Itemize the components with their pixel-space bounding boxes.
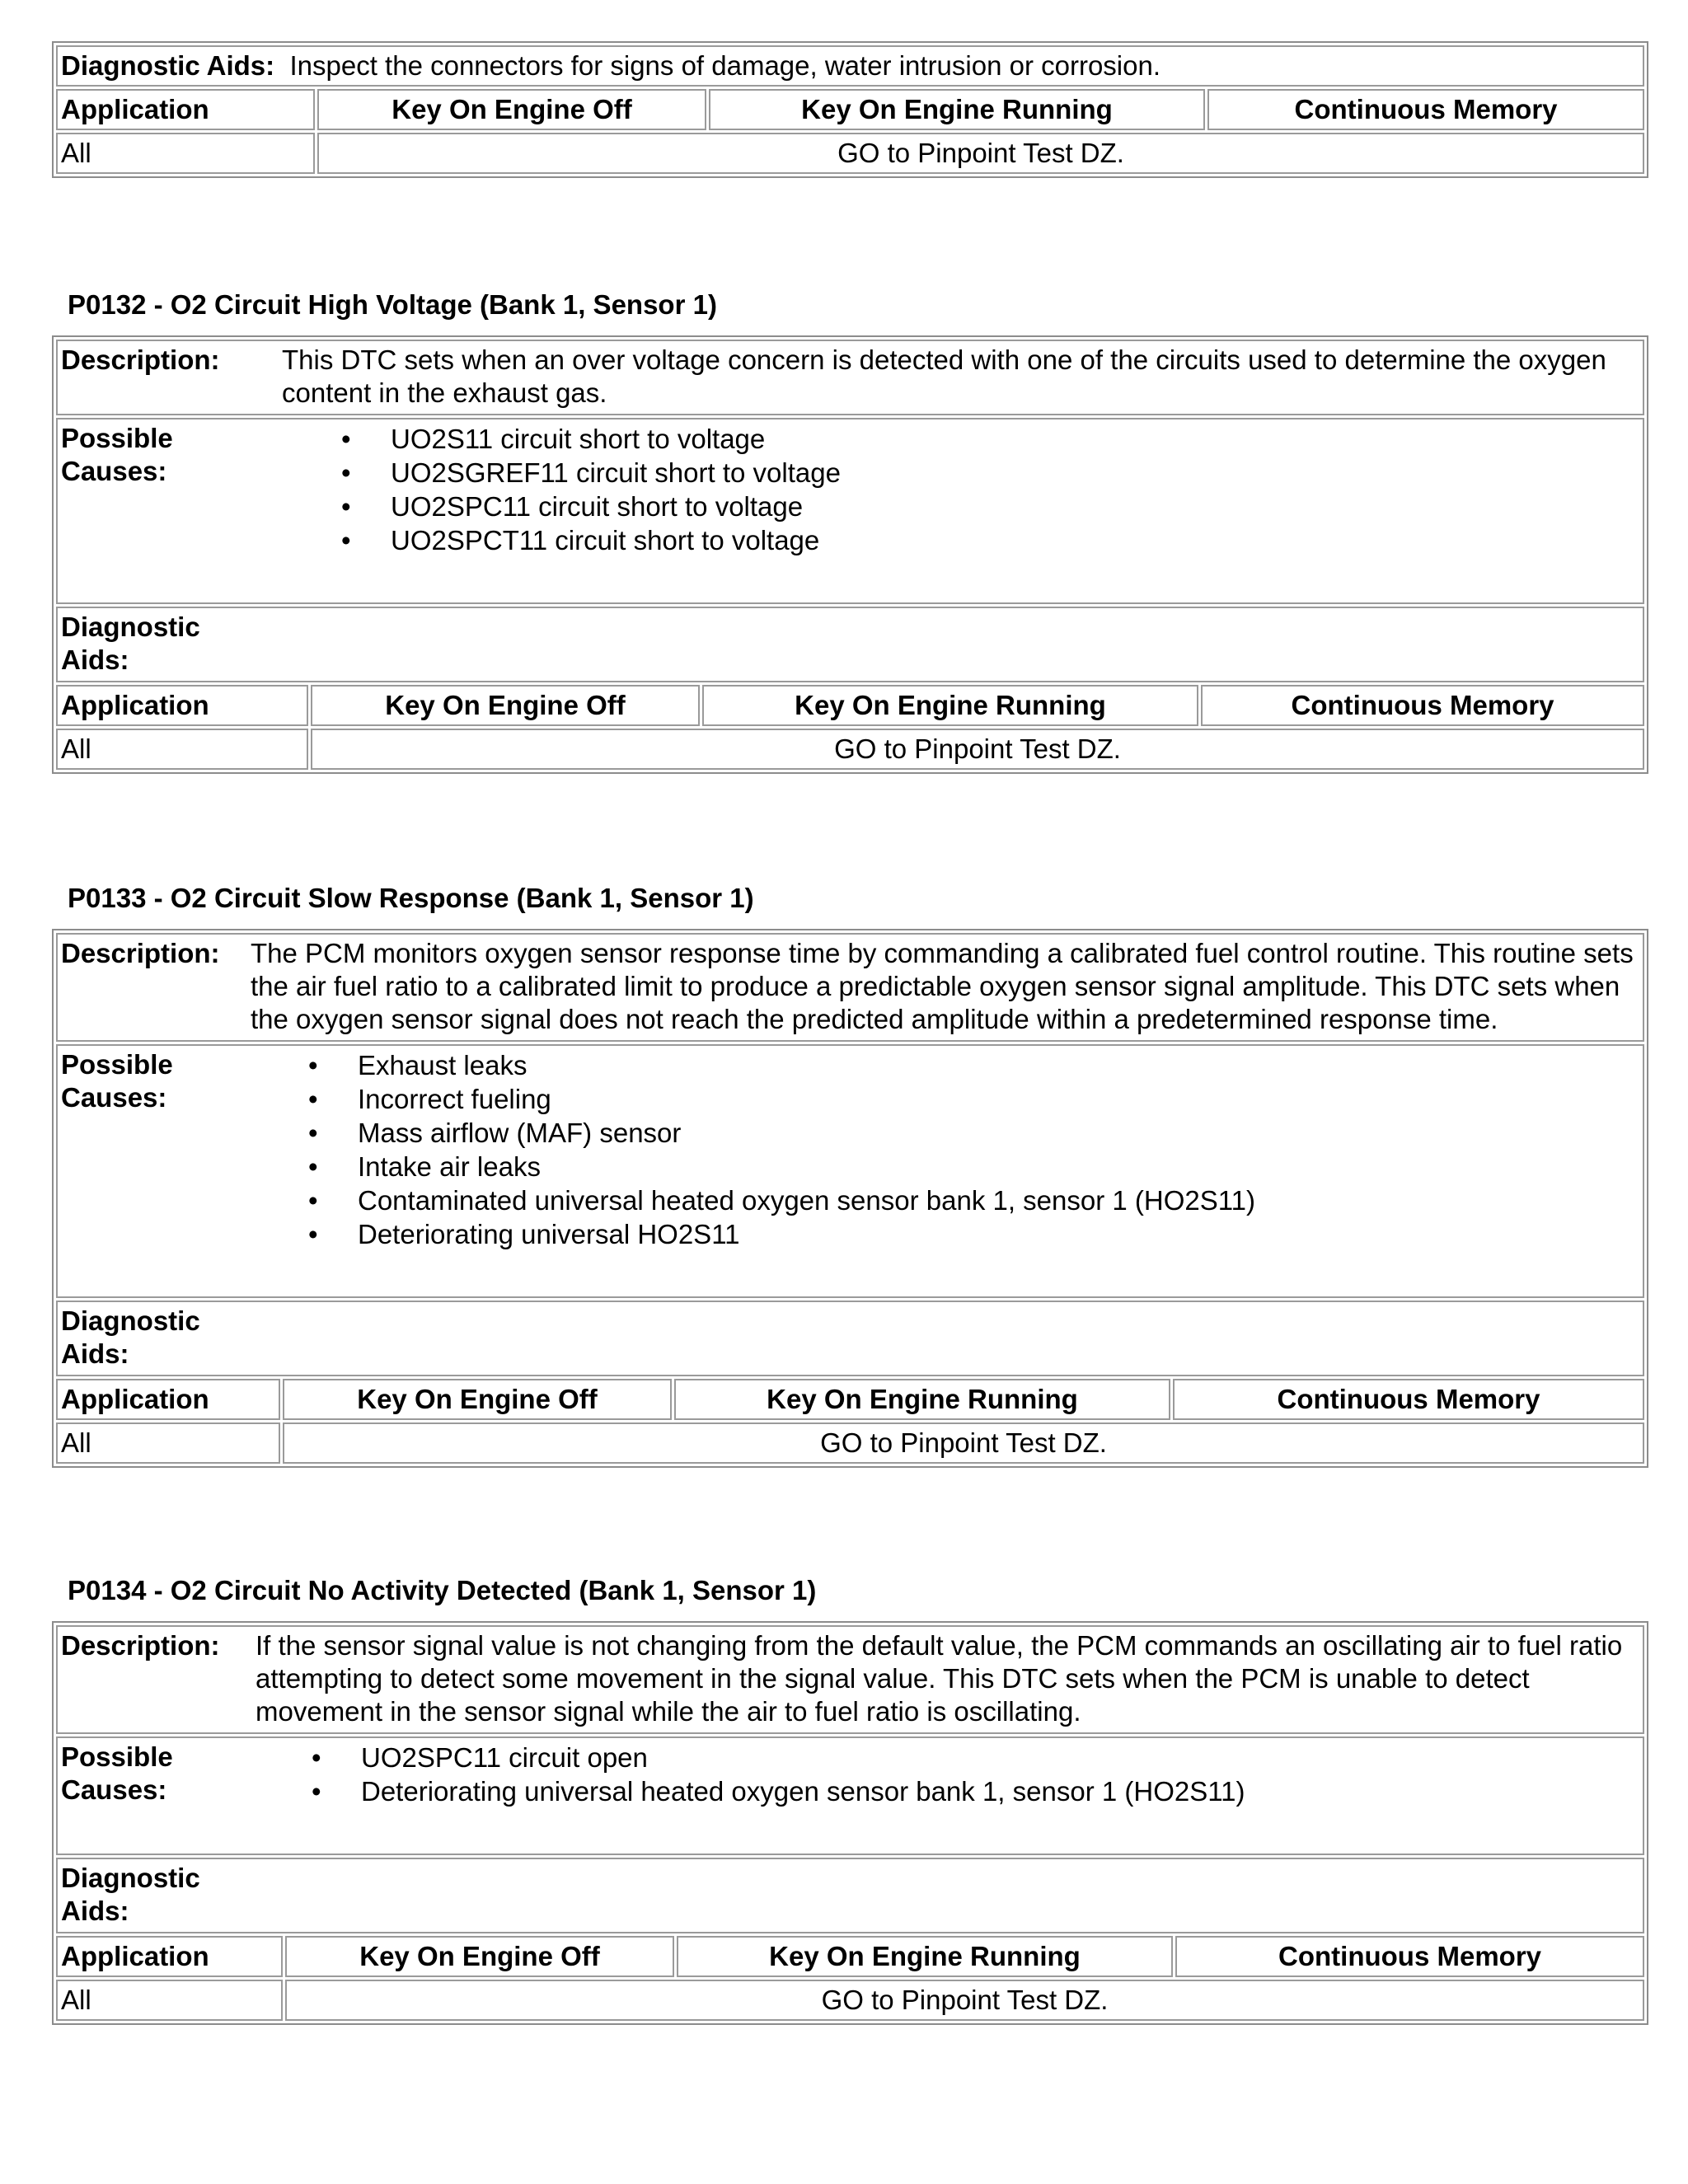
- col-application-header: Application: [56, 1379, 280, 1420]
- diagnostic-aids-row: [56, 1858, 1644, 1933]
- dtc-block-p0134: [52, 1621, 1644, 2025]
- list-item: • Exhaust leaks: [308, 1048, 1255, 1082]
- possible-causes-list: [312, 1741, 1245, 1808]
- description-row: [56, 933, 1644, 1042]
- diagnostic-aids-row: [56, 1301, 1644, 1376]
- application-row: [56, 1980, 1644, 2021]
- col-application-header: Application: [56, 685, 308, 726]
- possible-causes-cell: [56, 418, 1644, 604]
- possible-causes-cell: [56, 1736, 1644, 1855]
- col-koer-header: Key On Engine Running: [677, 1936, 1173, 1977]
- section-title-p0133: P0133 - O2 Circuit Slow Response (Bank 1, Sensor 1): [68, 883, 754, 913]
- list-item: • Deteriorating universal HO2S11: [308, 1217, 1255, 1251]
- diagnostic-aids-label: Diagnostic Aids:: [61, 1305, 200, 1369]
- list-item: • UO2SPC11 circuit short to voltage: [341, 490, 841, 523]
- diagnostic-aids-cell: [56, 45, 1644, 87]
- list-item: • UO2S11 circuit short to voltage: [341, 422, 841, 456]
- col-koer-header: Key On Engine Running: [674, 1379, 1170, 1420]
- dtc-block-p0132: [52, 335, 1644, 774]
- application-header-row: [56, 89, 1644, 130]
- description-row: [56, 340, 1644, 415]
- description-cell: [56, 1625, 1644, 1734]
- dtc-table-p0133: [52, 929, 1648, 1468]
- col-koeo-header: Key On Engine Off: [285, 1936, 674, 1977]
- application-row: [56, 133, 1644, 174]
- pinpoint-test-action: GO to Pinpoint Test DZ.: [285, 1980, 1644, 2021]
- application-value: All: [56, 1422, 280, 1464]
- col-application-header: Application: [56, 89, 315, 130]
- dtc-table-p0134: [52, 1621, 1648, 2025]
- diagnostic-aids-label: Diagnostic Aids:: [61, 1863, 200, 1926]
- list-item: • UO2SPC11 circuit open: [312, 1741, 1245, 1774]
- application-value: All: [56, 729, 308, 770]
- diagnostic-aids-cell: [56, 607, 1644, 682]
- possible-causes-row: [56, 1736, 1644, 1855]
- description-cell: [56, 340, 1644, 415]
- col-koeo-header: Key On Engine Off: [283, 1379, 672, 1420]
- description-row: [56, 1625, 1644, 1734]
- description-label: Description:: [61, 938, 220, 968]
- col-koer-header: Key On Engine Running: [702, 685, 1198, 726]
- application-value: All: [56, 133, 315, 174]
- col-cm-header: Continuous Memory: [1175, 1936, 1644, 1977]
- possible-causes-row: [56, 418, 1644, 604]
- description-label: Description:: [61, 344, 220, 375]
- description-label: Description:: [61, 1630, 220, 1661]
- diagnostic-aids-row: [56, 607, 1644, 682]
- list-item: • Intake air leaks: [308, 1150, 1255, 1183]
- diagnostic-aids-cell: [56, 1858, 1644, 1933]
- pinpoint-test-action: GO to Pinpoint Test DZ.: [283, 1422, 1644, 1464]
- list-item: • Incorrect fueling: [308, 1082, 1255, 1116]
- top-dtc-table: [52, 41, 1648, 178]
- description-cell: [56, 933, 1644, 1042]
- possible-causes-list: [308, 1048, 1255, 1251]
- diagnostic-aids-text: Inspect the connectors for signs of damage, water intrusion or corrosion.: [289, 50, 1161, 81]
- list-item: • Mass airflow (MAF) sensor: [308, 1116, 1255, 1150]
- top-dtc-table-block: [52, 41, 1644, 178]
- possible-causes-label: Possible Causes:: [61, 1741, 173, 1805]
- section-title-p0134: P0134 - O2 Circuit No Activity Detected (Bank 1, Sensor 1): [68, 1575, 817, 1605]
- pinpoint-test-action: GO to Pinpoint Test DZ.: [311, 729, 1644, 770]
- list-item: • UO2SGREF11 circuit short to voltage: [341, 456, 841, 490]
- col-cm-header: Continuous Memory: [1207, 89, 1644, 130]
- diagnostic-aids-cell: [56, 1301, 1644, 1376]
- list-item: • UO2SPCT11 circuit short to voltage: [341, 523, 841, 557]
- application-row: [56, 1422, 1644, 1464]
- description-text: This DTC sets when an over voltage concern is detected with one of the circuits used to determine the oxygen content in the exhaust gas.: [282, 344, 1606, 408]
- application-header-row: [56, 685, 1644, 726]
- possible-causes-label: Possible Causes:: [61, 1049, 173, 1113]
- list-item: • Contaminated universal heated oxygen sensor bank 1, sensor 1 (HO2S11): [308, 1183, 1255, 1217]
- application-header-row: [56, 1936, 1644, 1977]
- description-text: The PCM monitors oxygen sensor response time by commanding a calibrated fuel control routine. This routine sets the air fuel ratio to a calibrated limit to produce a predictable oxygen sensor signal amplitude. This DTC sets when the oxygen sensor signal does not reach the predicted amplitude within a predetermined response time.: [251, 938, 1634, 1034]
- diagnostic-aids-label: Diagnostic Aids:: [61, 50, 275, 81]
- col-koer-header: Key On Engine Running: [709, 89, 1205, 130]
- col-application-header: Application: [56, 1936, 283, 1977]
- diagnostic-aids-row: [56, 45, 1644, 87]
- col-cm-header: Continuous Memory: [1173, 1379, 1644, 1420]
- application-value: All: [56, 1980, 283, 2021]
- description-text: If the sensor signal value is not changing from the default value, the PCM commands an oscillating air to fuel ratio attempting to detect some movement in the signal value. This DTC sets when the PCM is unable to detect movement in the sensor signal while the air to fuel ratio is oscillating.: [256, 1630, 1623, 1727]
- possible-causes-label: Possible Causes:: [61, 423, 173, 486]
- col-koeo-header: Key On Engine Off: [311, 685, 700, 726]
- dtc-table-p0132: [52, 335, 1648, 774]
- col-koeo-header: Key On Engine Off: [317, 89, 706, 130]
- possible-causes-row: [56, 1044, 1644, 1298]
- pinpoint-test-action: GO to Pinpoint Test DZ.: [317, 133, 1644, 174]
- application-header-row: [56, 1379, 1644, 1420]
- diagnostic-aids-label: Diagnostic Aids:: [61, 612, 200, 675]
- section-title-p0132: P0132 - O2 Circuit High Voltage (Bank 1, Sensor 1): [68, 289, 717, 320]
- col-cm-header: Continuous Memory: [1201, 685, 1644, 726]
- dtc-block-p0133: [52, 929, 1644, 1468]
- application-row: [56, 729, 1644, 770]
- possible-causes-cell: [56, 1044, 1644, 1298]
- list-item: • Deteriorating universal heated oxygen sensor bank 1, sensor 1 (HO2S11): [312, 1774, 1245, 1808]
- possible-causes-list: [341, 422, 841, 557]
